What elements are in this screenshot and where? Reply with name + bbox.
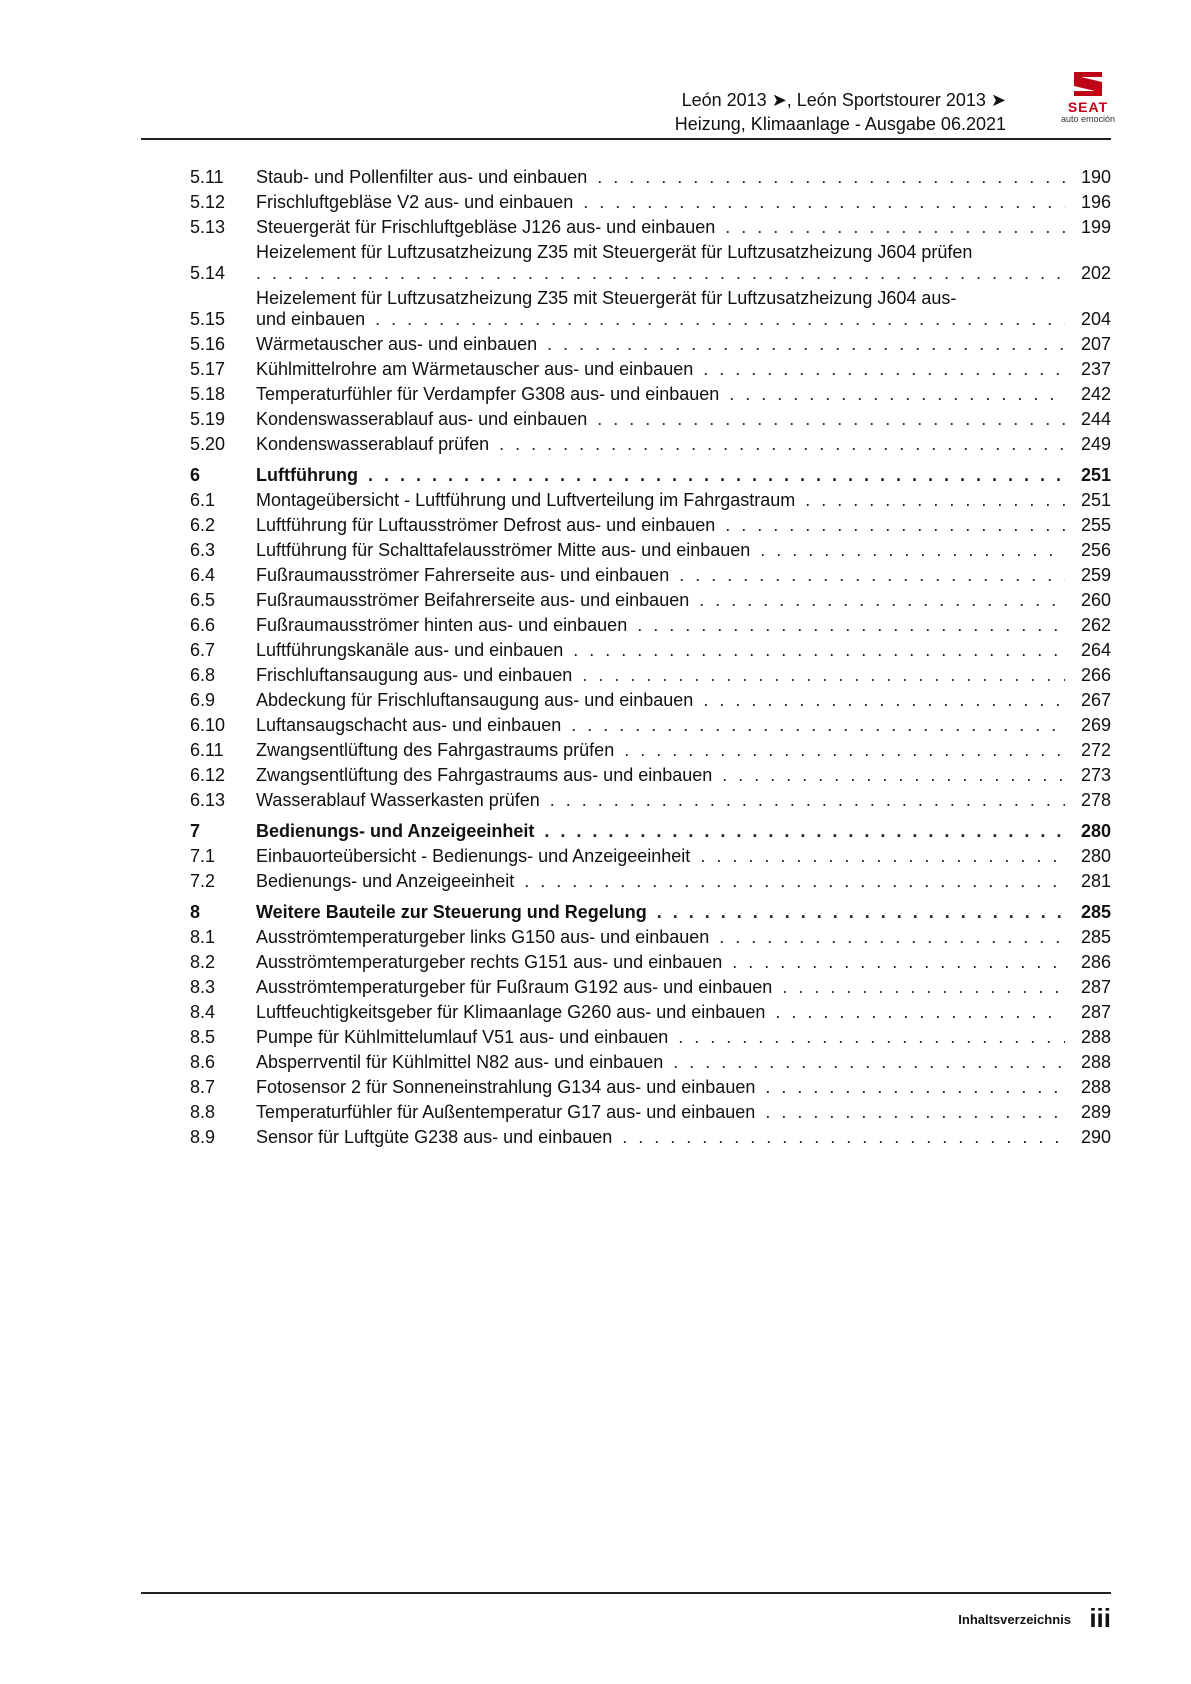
toc-page-number: 259 (1080, 565, 1111, 585)
toc-entry-row[interactable] (190, 217, 1111, 242)
toc-page-number: 255 (1080, 515, 1111, 535)
toc-page-number: 289 (1080, 1102, 1111, 1122)
toc-dot-leader (673, 1052, 1065, 1073)
toc-page-number: 280 (1080, 821, 1111, 841)
toc-entry-row[interactable] (190, 615, 1111, 640)
toc-entry-number: 6.10 (190, 715, 226, 735)
toc-entry-number: 5.17 (190, 359, 226, 379)
toc-page-number: 288 (1080, 1077, 1111, 1097)
toc-entry-number: 6 (190, 465, 201, 485)
toc-page-number: 273 (1080, 765, 1111, 785)
table-of-contents (190, 167, 1111, 1152)
toc-dot-leader (722, 765, 1065, 786)
toc-entry-row[interactable] (190, 242, 1111, 288)
toc-entry-row[interactable] (190, 1077, 1111, 1102)
toc-entry-title: Kühlmittelrohre am Wärmetauscher aus- und einbauen (256, 359, 694, 379)
toc-entry-number: 8.6 (190, 1052, 216, 1072)
toc-page-number: 269 (1080, 715, 1111, 735)
toc-entry-row[interactable] (190, 409, 1111, 434)
toc-dot-leader (725, 515, 1065, 536)
toc-dot-leader (547, 334, 1065, 355)
toc-entry-number: 6.8 (190, 665, 216, 685)
toc-dot-leader (678, 1027, 1065, 1048)
toc-page-number: 280 (1080, 846, 1111, 866)
footer-section-label: Inhaltsverzeichnis (958, 1612, 1071, 1627)
toc-chapter-row[interactable] (190, 821, 1111, 846)
toc-entry-number: 7 (190, 821, 201, 841)
toc-page-number: 251 (1080, 490, 1111, 510)
toc-entry-number: 5.15 (190, 309, 226, 329)
toc-dot-leader (760, 540, 1065, 561)
toc-page-number: 288 (1080, 1052, 1111, 1072)
toc-page-number: 288 (1080, 1027, 1111, 1047)
toc-entry-row[interactable] (190, 690, 1111, 715)
toc-entry-title: Ausströmtemperaturgeber rechts G151 aus- und einbauen (256, 952, 723, 972)
toc-entry-row[interactable] (190, 167, 1111, 192)
toc-entry-row[interactable] (190, 1052, 1111, 1077)
toc-entry-title: Luftführung (256, 465, 358, 485)
toc-entry-row[interactable] (190, 665, 1111, 690)
toc-entry-title: Luftfeuchtigkeitsgeber für Klimaanlage G260 aus- und einbauen (256, 1002, 766, 1022)
toc-entry-row[interactable] (190, 977, 1111, 1002)
toc-dot-leader (765, 1102, 1065, 1123)
toc-entry-title: Staub- und Pollenfilter aus- und einbauen (256, 167, 588, 187)
toc-page-number: 256 (1080, 540, 1111, 560)
toc-entry-number: 6.2 (190, 515, 216, 535)
toc-entry-title: Heizelement für Luftzusatzheizung Z35 mit Steuergerät für Luftzusatzheizung J604 aus- (256, 288, 957, 308)
toc-entry-row[interactable] (190, 1027, 1111, 1052)
logo-wordmark: SEAT (1067, 99, 1109, 115)
toc-dot-leader (256, 263, 1065, 284)
toc-entry-title: Zwangsentlüftung des Fahrgastraums prüfen (256, 740, 615, 760)
toc-entry-number: 6.12 (190, 765, 226, 785)
toc-dot-leader (700, 846, 1065, 867)
toc-entry-number: 6.6 (190, 615, 216, 635)
toc-entry-title: Abdeckung für Frischluftansaugung aus- und einbauen (256, 690, 694, 710)
toc-entry-title: Einbauorteübersicht - Bedienungs- und Anzeigeeinheit (256, 846, 691, 866)
toc-page-number: 286 (1080, 952, 1111, 972)
toc-dot-leader (624, 740, 1065, 761)
toc-page-number: 264 (1080, 640, 1111, 660)
toc-dot-leader (657, 902, 1065, 923)
header-model-line: León 2013 ➤, León Sportstourer 2013 ➤ (681, 90, 1006, 110)
toc-entry-row[interactable] (190, 384, 1111, 409)
toc-entry-row[interactable] (190, 515, 1111, 540)
toc-page-number: 204 (1080, 309, 1111, 329)
toc-entry-title: Fotosensor 2 für Sonneneinstrahlung G134 aus- und einbauen (256, 1077, 756, 1097)
toc-entry-row[interactable] (190, 565, 1111, 590)
toc-dot-leader (544, 821, 1065, 842)
toc-entry-title: Steuergerät für Frischluftgebläse J126 aus- und einbauen (256, 217, 716, 237)
toc-entry-title-cont: und einbauen (256, 309, 366, 329)
toc-dot-leader (524, 871, 1065, 892)
toc-dot-leader (703, 359, 1065, 380)
toc-entry-number: 8.9 (190, 1127, 216, 1147)
toc-entry-number: 8.4 (190, 1002, 216, 1022)
toc-entry-number: 6.7 (190, 640, 216, 660)
toc-entry-title: Absperrventil für Kühlmittel N82 aus- und einbauen (256, 1052, 664, 1072)
toc-entry-number: 6.9 (190, 690, 216, 710)
toc-entry-number: 5.14 (190, 263, 226, 283)
toc-dot-leader (368, 465, 1065, 486)
toc-entry-title: Pumpe für Kühlmittelumlauf V51 aus- und einbauen (256, 1027, 669, 1047)
toc-entry-title: Luftführungskanäle aus- und einbauen (256, 640, 564, 660)
toc-entry-number: 8.5 (190, 1027, 216, 1047)
toc-page-number: 260 (1080, 590, 1111, 610)
toc-entry-title: Weitere Bauteile zur Steuerung und Regelung (256, 902, 647, 922)
toc-page-number: 242 (1080, 384, 1111, 404)
toc-entry-number: 8 (190, 902, 201, 922)
toc-entry-title: Ausströmtemperaturgeber für Fußraum G192 aus- und einbauen (256, 977, 773, 997)
toc-dot-leader (622, 1127, 1065, 1148)
toc-entry-number: 5.16 (190, 334, 226, 354)
toc-page-number: 290 (1080, 1127, 1111, 1147)
toc-entry-row[interactable] (190, 490, 1111, 515)
toc-entry-row[interactable] (190, 640, 1111, 665)
logo-tagline: auto emoción (1060, 114, 1116, 124)
toc-entry-title: Ausströmtemperaturgeber links G150 aus- und einbauen (256, 927, 710, 947)
toc-page-number: 285 (1080, 902, 1111, 922)
toc-entry-title: Wärmetauscher aus- und einbauen (256, 334, 538, 354)
toc-entry-row[interactable] (190, 715, 1111, 740)
toc-entry-number: 8.7 (190, 1077, 216, 1097)
toc-entry-title: Luftführung für Schalttafelausströmer Mitte aus- und einbauen (256, 540, 751, 560)
toc-entry-title: Fußraumausströmer hinten aus- und einbauen (256, 615, 628, 635)
toc-entry-number: 8.2 (190, 952, 216, 972)
toc-entry-title: Bedienungs- und Anzeigeeinheit (256, 821, 535, 841)
toc-entry-row[interactable] (190, 192, 1111, 217)
toc-dot-leader (597, 167, 1065, 188)
page-header (675, 88, 1006, 136)
header-manual-line: Heizung, Klimaanlage - Ausgabe 06.2021 (674, 114, 1006, 134)
toc-entry-row[interactable] (190, 288, 1111, 334)
toc-dot-leader (782, 977, 1065, 998)
toc-dot-leader (583, 192, 1065, 213)
toc-entry-title: Frischluftgebläse V2 aus- und einbauen (256, 192, 574, 212)
toc-dot-leader (732, 952, 1065, 973)
toc-dot-leader (499, 434, 1065, 455)
toc-page-number: 237 (1080, 359, 1111, 379)
toc-page-number: 207 (1080, 334, 1111, 354)
toc-entry-title: Temperaturfühler für Außentemperatur G17 aus- und einbauen (256, 1102, 756, 1122)
toc-entry-row[interactable] (190, 871, 1111, 896)
toc-entry-title: Heizelement für Luftzusatzheizung Z35 mit Steuergerät für Luftzusatzheizung J604 prüfen (256, 242, 973, 262)
toc-entry-title: Frischluftansaugung aus- und einbauen (256, 665, 573, 685)
toc-page-number: 262 (1080, 615, 1111, 635)
toc-page-number: 249 (1080, 434, 1111, 454)
toc-dot-leader (679, 565, 1065, 586)
toc-entry-number: 5.13 (190, 217, 226, 237)
toc-entry-title: Luftansaugschacht aus- und einbauen (256, 715, 562, 735)
toc-dot-leader (719, 927, 1065, 948)
toc-dot-leader (699, 590, 1065, 611)
toc-page-number: 244 (1080, 409, 1111, 429)
toc-dot-leader (571, 715, 1065, 736)
toc-page-number: 272 (1080, 740, 1111, 760)
toc-entry-number: 6.4 (190, 565, 216, 585)
toc-entry-title: Kondenswasserablauf aus- und einbauen (256, 409, 588, 429)
toc-entry-title: Temperaturfühler für Verdampfer G308 aus- und einbauen (256, 384, 720, 404)
toc-dot-leader (550, 790, 1065, 811)
toc-entry-number: 5.20 (190, 434, 226, 454)
toc-page-number: 285 (1080, 927, 1111, 947)
toc-dot-leader (637, 615, 1065, 636)
toc-entry-title: Bedienungs- und Anzeigeeinheit (256, 871, 515, 891)
toc-dot-leader (582, 665, 1065, 686)
toc-dot-leader (765, 1077, 1065, 1098)
toc-page-number: 278 (1080, 790, 1111, 810)
footer-page-number: iii (1089, 1603, 1111, 1633)
toc-chapter-row[interactable] (190, 902, 1111, 927)
toc-page-number: 199 (1080, 217, 1111, 237)
toc-entry-row[interactable] (190, 765, 1111, 790)
toc-entry-number: 6.3 (190, 540, 216, 560)
toc-entry-row[interactable] (190, 540, 1111, 565)
toc-entry-row[interactable] (190, 359, 1111, 384)
toc-entry-row[interactable] (190, 927, 1111, 952)
toc-chapter-row[interactable] (190, 465, 1111, 490)
toc-entry-number: 8.8 (190, 1102, 216, 1122)
toc-entry-number: 5.18 (190, 384, 226, 404)
toc-entry-title: Kondenswasserablauf prüfen (256, 434, 490, 454)
toc-entry-number: 8.1 (190, 927, 216, 947)
toc-entry-row[interactable] (190, 434, 1111, 459)
toc-page-number: 287 (1080, 1002, 1111, 1022)
toc-entry-title: Sensor für Luftgüte G238 aus- und einbauen (256, 1127, 613, 1147)
header-rule (141, 138, 1111, 140)
toc-dot-leader (805, 490, 1065, 511)
toc-entry-title: Fußraumausströmer Fahrerseite aus- und einbauen (256, 565, 670, 585)
toc-entry-number: 5.19 (190, 409, 226, 429)
toc-entry-title: Zwangsentlüftung des Fahrgastraums aus- und einbauen (256, 765, 713, 785)
toc-page-number: 190 (1080, 167, 1111, 187)
toc-entry-row[interactable] (190, 1102, 1111, 1127)
toc-entry-number: 6.11 (190, 740, 224, 760)
toc-entry-row[interactable] (190, 1127, 1111, 1152)
toc-entry-row[interactable] (190, 334, 1111, 359)
toc-page-number: 281 (1080, 871, 1111, 891)
toc-entry-row[interactable] (190, 590, 1111, 615)
toc-entry-row[interactable] (190, 952, 1111, 977)
toc-dot-leader (729, 384, 1065, 405)
toc-entry-title: Fußraumausströmer Beifahrerseite aus- und einbauen (256, 590, 690, 610)
toc-dot-leader (597, 409, 1065, 430)
toc-entry-number: 5.11 (190, 167, 224, 187)
toc-entry-title: Montageübersicht - Luftführung und Luftverteilung im Fahrgastraum (256, 490, 796, 510)
toc-dot-leader (375, 309, 1065, 330)
toc-entry-title: Luftführung für Luftausströmer Defrost aus- und einbauen (256, 515, 716, 535)
toc-page-number: 196 (1080, 192, 1111, 212)
toc-page-number: 266 (1080, 665, 1111, 685)
toc-entry-number: 7.1 (190, 846, 216, 866)
toc-page-number: 202 (1080, 263, 1111, 283)
toc-page-number: 267 (1080, 690, 1111, 710)
toc-entry-row[interactable] (190, 1002, 1111, 1027)
toc-dot-leader (703, 690, 1065, 711)
toc-entry-number: 8.3 (190, 977, 216, 997)
toc-entry-number: 6.5 (190, 590, 216, 610)
toc-page-number: 251 (1080, 465, 1111, 485)
toc-dot-leader (775, 1002, 1065, 1023)
toc-dot-leader (573, 640, 1065, 661)
seat-logo-icon (1071, 68, 1105, 100)
toc-entry-row[interactable] (190, 740, 1111, 765)
toc-entry-row[interactable] (190, 846, 1111, 871)
seat-logo (1055, 68, 1121, 128)
toc-entry-row[interactable] (190, 790, 1111, 815)
footer-rule (141, 1592, 1111, 1594)
toc-page-number: 287 (1080, 977, 1111, 997)
toc-entry-title: Wasserablauf Wasserkasten prüfen (256, 790, 540, 810)
toc-entry-number: 5.12 (190, 192, 226, 212)
toc-dot-leader (725, 217, 1065, 238)
toc-entry-number: 6.1 (190, 490, 216, 510)
toc-entry-number: 6.13 (190, 790, 226, 810)
toc-entry-number: 7.2 (190, 871, 216, 891)
